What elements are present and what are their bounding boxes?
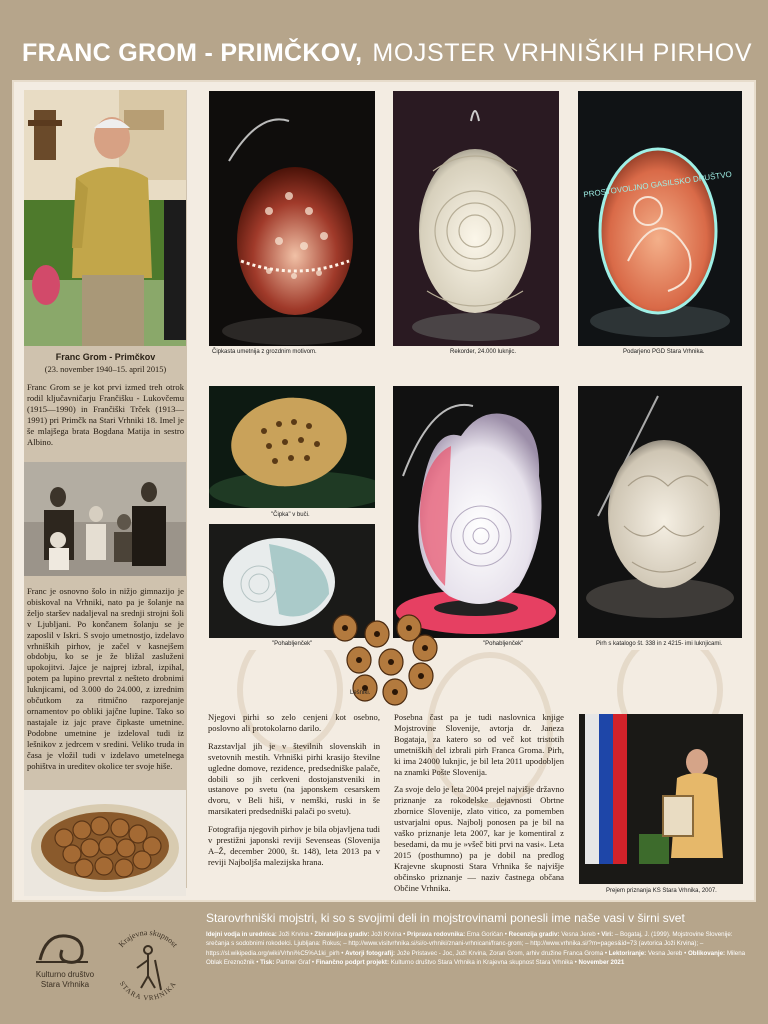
family-photo xyxy=(24,462,186,576)
credit-label: Viri: xyxy=(601,931,614,938)
credit-label: Priprava rodovnika: xyxy=(407,931,466,938)
caption-egg-5: "Pohabljenček" xyxy=(272,641,313,647)
kd-logo-icon xyxy=(34,928,90,968)
egg-photo-7 xyxy=(578,386,742,638)
col2-paragraph-1: Njegovi pirhi so zelo cenjeni kot osebno, poslovno ali protokolarno darilo. xyxy=(208,712,380,733)
egg-photo-1 xyxy=(209,91,375,346)
footer-title: Starovrhniški mojstri, ki so s svojimi deli in mojstrovinami ponesli ime naše vasi v širni svet xyxy=(206,911,685,925)
credit-value: Milena Oblak Ereznožnik • xyxy=(206,949,746,967)
text-column-3 xyxy=(394,712,564,901)
caption-award: Prejem priznanja KS Stara Vrhnika, 2007. xyxy=(606,888,717,894)
credit-value: Jože Pristavec - Joc, Joži Krvina, Zoran Grom, arhiv družine Franca Groma • xyxy=(395,949,609,957)
egg-photo-6 xyxy=(393,386,559,638)
bio-name: Franc Grom - Primčkov xyxy=(55,352,156,362)
egg-photo-3 xyxy=(578,91,742,346)
bio-paragraph-2: Franc je osnovno šolo in nižjo gimnazijo je obiskoval na Vrhniki, nato pa je šolanje na željo staršev nadaljeval na srednji strojni šoli v Ljubljani. Po končanem šolanju se je zaposlil v Iskri. S svojo umetnostjo, izdelavo vrhniških pirhov, je začel v kasnejšem obdobju, ko se je že bližal zasluženi upokojitvi. Jajce je najprej izbral, izpihal, potem pa lupino prevrtal z nešteto drobnimi luknjicami, od 3.000 do 24.000, z izrednim občutkom za ritmično razporejanje ornamentov po obliki jajčne lupine. Tako so nastajale iz jajc prave čipkaste umetnine. Podobne umetnine je izdeloval tudi iz lešnikov z jedrcem v sredini. Veliko truda in časa je vložil tudi v izdelavo umetelnega pohištva in ureditev okolice ter svoje hiše. xyxy=(27,586,184,771)
ks-logo-top: Krajevna skupnost xyxy=(116,927,180,949)
caption-egg-4: "Čipka" v buči. xyxy=(271,512,310,518)
footer-credits xyxy=(206,930,746,968)
page-title xyxy=(22,38,752,68)
egg-1-illustration xyxy=(209,91,375,346)
egg-7-illustration xyxy=(578,386,742,638)
caption-egg-1: Čipkasta umetnija z grozdnim motivom. xyxy=(212,349,317,355)
caption-egg-7: Pirh s katalogo št. 338 in z 4215- imi luknjicami. xyxy=(596,641,723,647)
egg-photo-4 xyxy=(209,386,375,508)
ks-logo-icon xyxy=(105,920,191,1010)
egg-photo-2 xyxy=(393,91,559,346)
award-photo xyxy=(579,714,743,884)
egg-3-illustration xyxy=(578,91,742,346)
credit-value: Joži Krvina • xyxy=(276,931,315,938)
credit-value: Kulturno društvo Stara Vrhnika in Krajevna skupnost Stara Vrhnika • xyxy=(389,959,579,967)
portrait-illustration xyxy=(24,90,186,346)
title-light: MOJSTER VRHNIŠKIH PIRHOV xyxy=(372,39,753,67)
credit-value: Vesna Jereb • xyxy=(559,931,602,938)
credit-label: Lektoriranje: xyxy=(608,949,647,957)
credit-value: Ema Goričan • xyxy=(465,931,509,938)
credit-value: Partner Graf • xyxy=(274,959,316,967)
credit-label: Zbirateljica gradiv: xyxy=(314,931,370,938)
col3-paragraph-2: Za svoje delo je leta 2004 prejel najvišje državno priznanje za rokodelske dejavnosti Obrtne zbornice Slovenije, zlato vitico, za pomemben ustvarjalni opus. Najbolj ponosen pa je bil na vaško priznanje leta 2007, kar je komentiral z besedami, da mu je »všeč biti prvi na vasi«. Leta 2015 (posthumno) pa je dobil na predlog Krajevne skupnosti Stara Vrhnika še najvišje občinsko priznanje — naziv častnega občana Občine Vrhnika. xyxy=(394,784,564,893)
portrait-photo xyxy=(24,90,186,346)
credit-value: Joži Krvina • xyxy=(369,931,408,938)
credit-label: Tisk: xyxy=(260,959,275,967)
caption-egg-3: Podarjeno PGD Stara Vrhnika. xyxy=(623,349,705,355)
col2-paragraph-3: Fotografija njegovih pirhov je bila objavljena tudi v prestižni japonski reviji Sevenseas (Slovenija A–Ž, december 2000, št. 148), leta 2013 pa v reviji Najboljša malezijska hrana. xyxy=(208,824,380,867)
egg-4-illustration xyxy=(209,386,375,508)
family-illustration xyxy=(24,462,186,576)
bio-dates: (23. november 1940–15. april 2015) xyxy=(44,365,167,374)
egg-3-inscription: PROSTOVOLJNO GASILSKO DRUŠTVO xyxy=(582,169,733,200)
text-column-2 xyxy=(208,712,380,875)
credit-label: Finančno podprt projekt: xyxy=(315,959,390,967)
col2-paragraph-2: Razstavljal jih je v številnih slovenskih in svetovnih mestih. Vrhniški pirhi krasijo številne ugledne domove, rezidence, predsedniške palače, dobili so jih cerkveni dostojanstveniki in ustanove po svetu (na japonskem cesarskem dvoru, v Beli hiši, v nemški, ruski in še marsikateri predsedniški palači po svetu). xyxy=(208,740,380,817)
caption-nuts: Lešniki. xyxy=(350,690,371,696)
nuts-illustration xyxy=(325,612,445,712)
egg-6-illustration xyxy=(393,386,559,638)
egg-2-illustration xyxy=(393,91,559,346)
credit-label: Oblikovanje: xyxy=(687,949,726,957)
caption-egg-2: Rekorder, 24.000 luknjic. xyxy=(450,349,517,355)
ks-logo-bottom: STARA VRHNIKA xyxy=(117,979,179,1003)
kd-logo-text: Kulturno društvo Stara Vrhnika xyxy=(35,970,95,989)
svg-text:STARA VRHNIKA xyxy=(118,980,178,1002)
caption-egg-6: "Pohabljenček" xyxy=(483,641,524,647)
title-bold: FRANC GROM - PRIMČKOV, xyxy=(22,39,363,67)
credit-label: Avtorji fotografij: xyxy=(345,949,396,957)
credit-label: Recenzija gradiv: xyxy=(508,931,560,938)
credit-value: Vesna Jereb • xyxy=(646,949,688,957)
bio-paragraph-1: Franc Grom se je kot prvi izmed treh otrok rodil ključavničarju Frančišku - Lukovčemu (1915—1990) in Frančiški Trček (1913—1991) pri Primčk na Stari Vrhniki 18. Imel je še mlajšega brata Bogdana Matija in sestro Albino. xyxy=(27,382,184,447)
basket-illustration xyxy=(24,790,186,896)
credit-label: Idejni vodja in urednica: xyxy=(206,931,277,938)
credit-label: November 2021 xyxy=(578,959,625,967)
award-illustration xyxy=(579,714,743,884)
col3-paragraph-1: Posebna čast pa je tudi naslovnica knjige Mojstrovine Slovenije, avtorja dr. Janeza Bogataja, za katero so od več kot tristotih umetniških del izbrali pirh Franca Groma. Pirh, ki ima 24000 luknjic, je bil leta 2011 upodobljen na znamki Pošte Slovenija. xyxy=(394,712,564,777)
credit-value: – Bogataj, J. (1999). Mojstrovine Slovenije: srečanja s sodobnimi rokodelci. Ljubljana: Rokus; – http://www.visitvrhnika.si/si/o-vrhniki/znani-vrhnicani/franc-grom; – http://www.vrhnika.si/?m=pages&id=73 (avtorica Joži Krvina); – https://sl.wikipedia.org/wiki/Vrhni%C5%A1ki_pirh • xyxy=(206,931,733,957)
basket-photo xyxy=(24,790,186,896)
